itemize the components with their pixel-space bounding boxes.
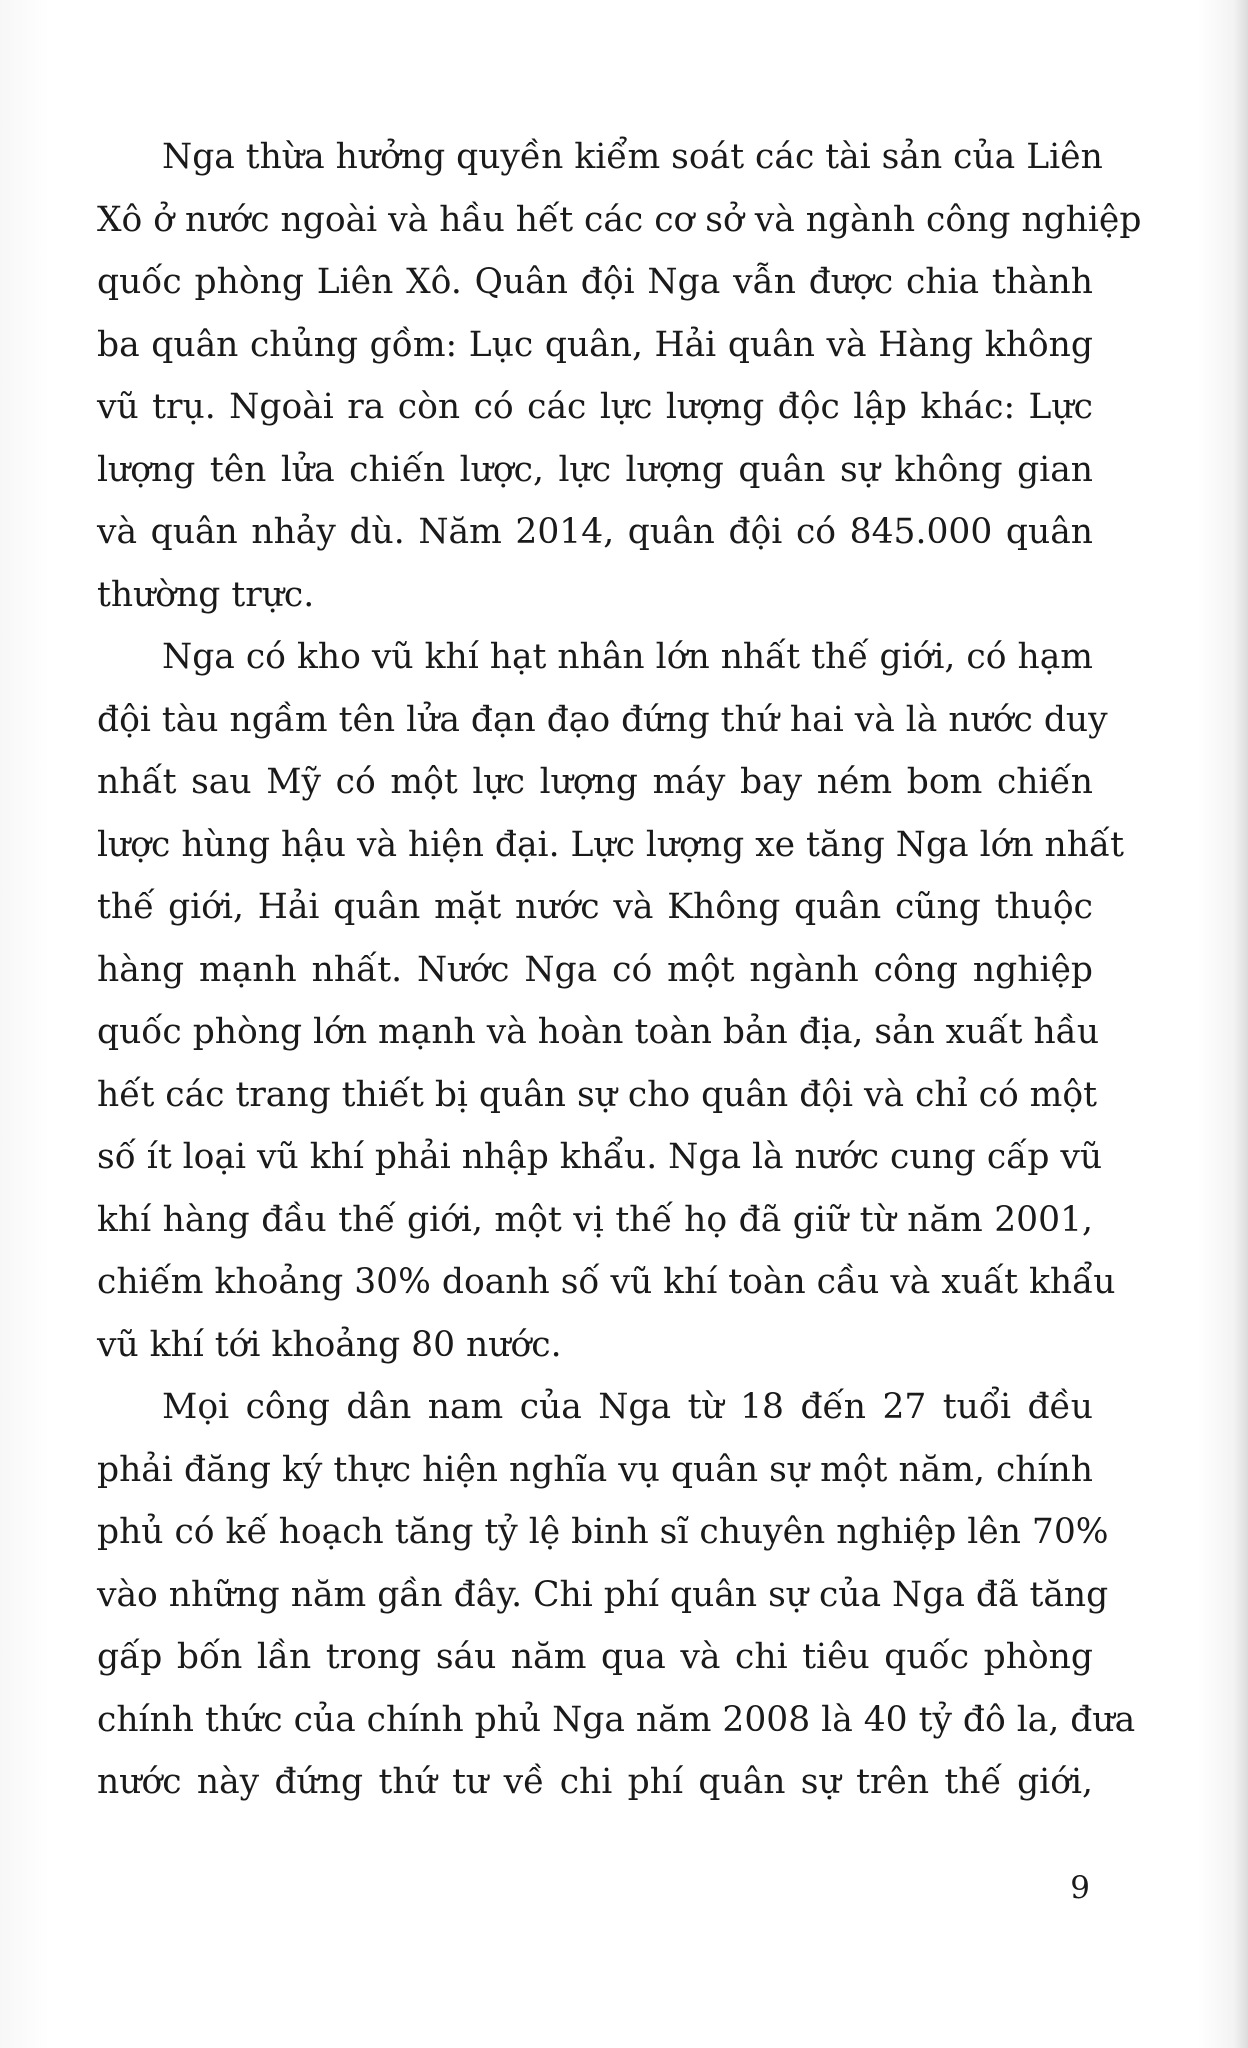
- text-line: chiếm khoảng 30% doanh số vũ khí toàn cầu và xuất khẩu: [97, 1262, 1116, 1302]
- text-line: chính thức của chính phủ Nga năm 2008 là 40 tỷ đô la, đưa: [97, 1699, 1136, 1740]
- text-line: nhất sau Mỹ có một lực lượng máy bay ném bom chiến: [97, 762, 1093, 802]
- text-line: thường trực.: [97, 574, 315, 615]
- text-line: hàng mạnh nhất. Nước Nga có một ngành công nghiệp: [97, 949, 1093, 990]
- text-line: vào những năm gần đây. Chi phí quân sự của Nga đã tăng: [97, 1574, 1109, 1615]
- text-line: quốc phòng lớn mạnh và hoàn toàn bản địa, sản xuất hầu: [97, 1012, 1100, 1052]
- body-text: [97, 126, 1142, 1814]
- text-line: lược hùng hậu và hiện đại. Lực lượng xe tăng Nga lớn nhất: [97, 824, 1124, 865]
- text-line: khí hàng đầu thế giới, một vị thế họ đã giữ từ năm 2001,: [97, 1199, 1093, 1240]
- text-line: gấp bốn lần trong sáu năm qua và chi tiêu quốc phòng: [97, 1637, 1093, 1677]
- text-line: lượng tên lửa chiến lược, lực lượng quân sự không gian: [97, 449, 1093, 490]
- text-line: nước này đứng thứ tư về chi phí quân sự trên thế giới,: [97, 1762, 1093, 1802]
- text-line: phủ có kế hoạch tăng tỷ lệ binh sĩ chuyên nghiệp lên 70%: [97, 1512, 1109, 1552]
- text-line: đội tàu ngầm tên lửa đạn đạo đứng thứ hai và là nước duy: [97, 699, 1108, 740]
- text-line: phải đăng ký thực hiện nghĩa vụ quân sự một năm, chính: [97, 1449, 1093, 1490]
- text-line: Nga có kho vũ khí hạt nhân lớn nhất thế giới, có hạm: [162, 637, 1093, 677]
- text-line: vũ khí tới khoảng 80 nước.: [97, 1324, 562, 1365]
- text-line: số ít loại vũ khí phải nhập khẩu. Nga là nước cung cấp vũ: [97, 1137, 1103, 1177]
- text-line: và quân nhảy dù. Năm 2014, quân đội có 845.000 quân: [97, 512, 1093, 552]
- text-line: Nga thừa hưởng quyền kiểm soát các tài sản của Liên: [162, 137, 1103, 177]
- text-line: vũ trụ. Ngoài ra còn có các lực lượng độc lập khác: Lực: [97, 387, 1093, 427]
- text-line: thế giới, Hải quân mặt nước và Không quân cũng thuộc: [97, 887, 1093, 927]
- page-number: 9: [1070, 1870, 1090, 1906]
- page-edge-shadow: [1234, 0, 1248, 2048]
- paragraph: [97, 1376, 1136, 1814]
- paragraph: [97, 626, 1124, 1376]
- paragraph: [97, 126, 1142, 626]
- text-line: Mọi công dân nam của Nga từ 18 đến 27 tuổi đều: [162, 1387, 1093, 1427]
- text-line: Xô ở nước ngoài và hầu hết các cơ sở và ngành công nghiệp: [97, 199, 1142, 240]
- text-line: hết các trang thiết bị quân sự cho quân đội và chỉ có một: [97, 1074, 1098, 1115]
- text-line: quốc phòng Liên Xô. Quân đội Nga vẫn được chia thành: [97, 262, 1093, 302]
- text-line: ba quân chủng gồm: Lục quân, Hải quân và Hàng không: [97, 324, 1093, 365]
